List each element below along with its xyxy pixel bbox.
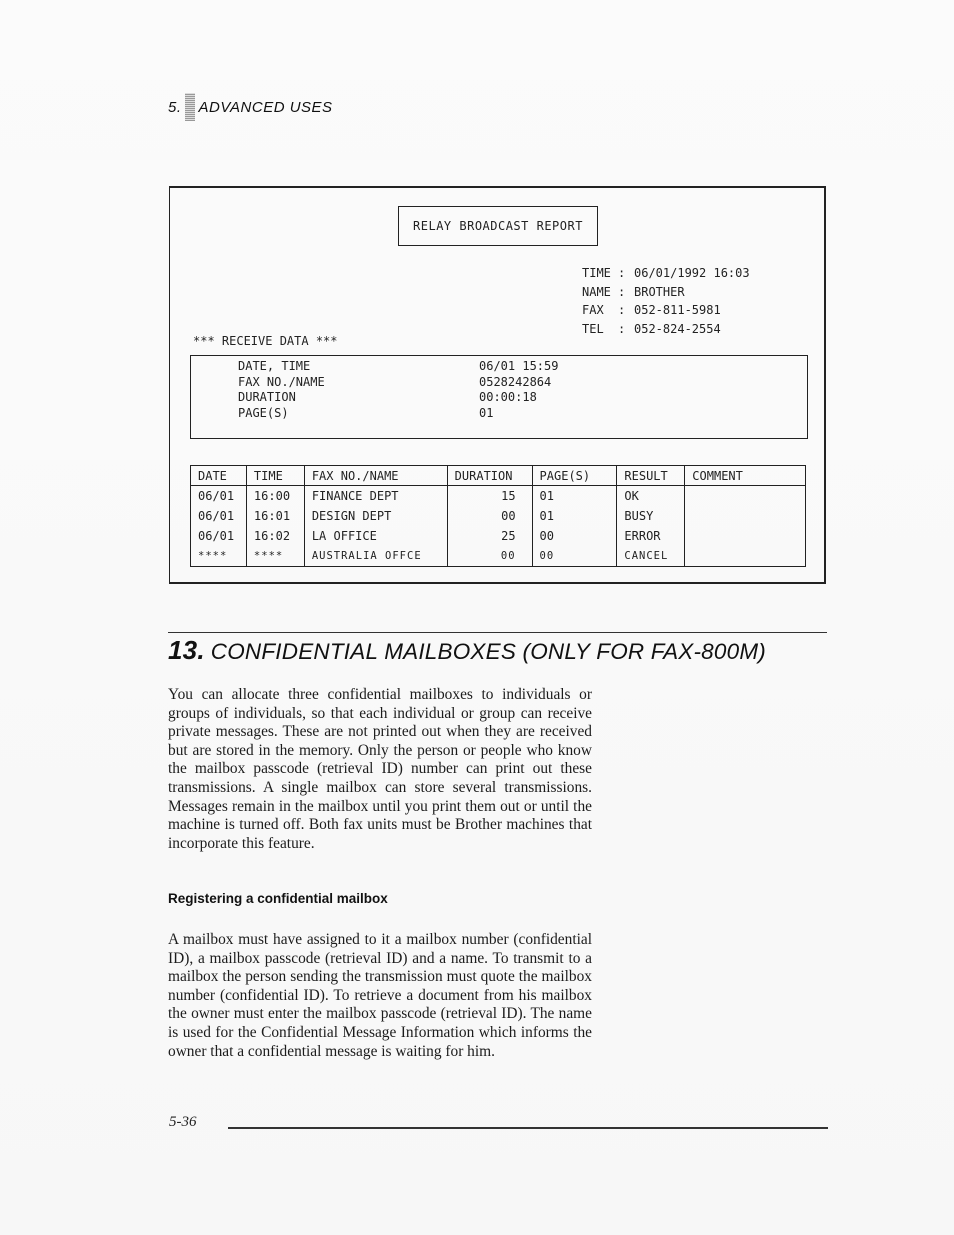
receive-data-heading: *** RECEIVE DATA *** [193,334,338,348]
table-row [191,546,806,567]
column-header: TIME [246,466,304,486]
column-header: PAGE(S) [532,466,617,486]
cell-time: 16:00 [246,486,304,507]
sender-key: FAX [582,303,604,317]
section-rule [168,632,827,633]
column-header: DURATION [447,466,532,486]
receive-label: DURATION [238,390,296,404]
separator: : [618,321,626,336]
receive-label: PAGE(S) [238,406,289,420]
cell-duration: 15 [447,486,532,507]
cell-comment [685,506,806,526]
cell-comment [685,526,806,546]
receive-row [238,389,537,405]
footer-rule [228,1127,828,1129]
relay-broadcast-report [169,186,826,584]
cell-time: 16:01 [246,506,304,526]
column-header: COMMENT [685,466,806,486]
separator: : [618,266,626,280]
cell-date: 06/01 [191,506,247,526]
receive-data-box [190,355,808,439]
table-row [191,526,806,546]
sender-value: 052-824-2554 [634,321,721,336]
receive-value: 0528242864 [479,375,552,389]
sender-info [582,264,750,338]
cell-fax: AUSTRALIA OFFCE [304,546,447,567]
cell-result: CANCEL [617,546,685,567]
cell-result: OK [617,486,685,507]
receive-row [238,374,551,390]
cell-pages: 00 [532,546,617,567]
receive-row [238,405,493,421]
cell-date: 06/01 [191,526,247,546]
receive-value: 00:00:18 [479,390,537,404]
running-header [168,96,333,118]
column-header: RESULT [617,466,685,486]
cell-date: 06/01 [191,486,247,507]
sender-key: TEL [582,321,604,336]
table-row [191,506,806,526]
cell-pages: 00 [532,526,617,546]
table-header-row [191,466,806,486]
column-header: FAX NO./NAME [304,466,447,486]
receive-row [238,358,558,374]
cell-pages: 01 [532,486,617,507]
sender-key: NAME [582,284,611,299]
sender-key: TIME [582,266,611,280]
sender-value: 06/01/1992 16:03 [634,266,750,280]
cell-duration: 00 [447,506,532,526]
separator: : [618,284,626,299]
receive-label: FAX NO./NAME [238,375,325,389]
sender-value: BROTHER [634,284,685,299]
cell-pages: 01 [532,506,617,526]
cell-comment [685,486,806,507]
cell-duration: 00 [447,546,532,567]
receive-label: DATE, TIME [238,359,311,373]
cell-time: 16:02 [246,526,304,546]
chapter-number: 5. [168,98,182,116]
receive-value: 06/01 15:59 [479,359,559,373]
section-title: CONFIDENTIAL MAILBOXES (ONLY FOR FAX-800M) [210,639,766,664]
cell-date: **** [191,546,247,567]
separator: : [618,303,626,317]
cell-result: ERROR [617,526,685,546]
transmission-log-table [190,465,806,567]
cell-fax: LA OFFICE [304,526,447,546]
cell-duration: 25 [447,526,532,546]
page-number: 5-36 [169,1114,197,1130]
report-title: RELAY BROADCAST REPORT [398,206,598,246]
column-header: DATE [191,466,247,486]
cell-fax: DESIGN DEPT [304,506,447,526]
sender-row [582,301,750,320]
chapter-title: ADVANCED USES [198,98,333,116]
cell-comment [685,546,806,567]
section-number: 13. [168,635,205,665]
subheading: Registering a confidential mailbox [168,891,388,906]
cell-result: BUSY [617,506,685,526]
cell-time: **** [246,546,304,567]
receive-value: 01 [479,406,494,420]
chapter-tab-marker [185,93,195,121]
body-paragraph: A mailbox must have assigned to it a mailbox number (confidential ID), a mailbox passcode (retrieval ID) and a name. To transmit to a mailbox the person sending the transmission must quote the mailbox number (confidential ID). To retrieve a document from his mailbox the owner must enter the mailbox passcode (retrieval ID). The name is used for the Confidential Message Information which informs the owner that a confidential message is waiting for him. [168,931,592,1060]
body-paragraph: You can allocate three confidential mailboxes to individuals or groups of individuals, so that each individual or group can receive private messages. These are not printed out when they are received but are stored in the memory. Only the person or people who know the mailbox passcode (retrieval ID) number can print out these transmissions. A single mailbox can store several transmissions. Messages remain in the mailbox until you print them out or until the machine is turned off. Both fax units must be Brother machines that incorporate this feature. [168,686,592,852]
sender-row [582,283,750,302]
table-row [191,486,806,507]
section-heading [168,635,766,666]
cell-fax: FINANCE DEPT [304,486,447,507]
sender-value: 052-811-5981 [634,303,721,317]
sender-row [582,320,750,339]
sender-row [582,264,750,283]
